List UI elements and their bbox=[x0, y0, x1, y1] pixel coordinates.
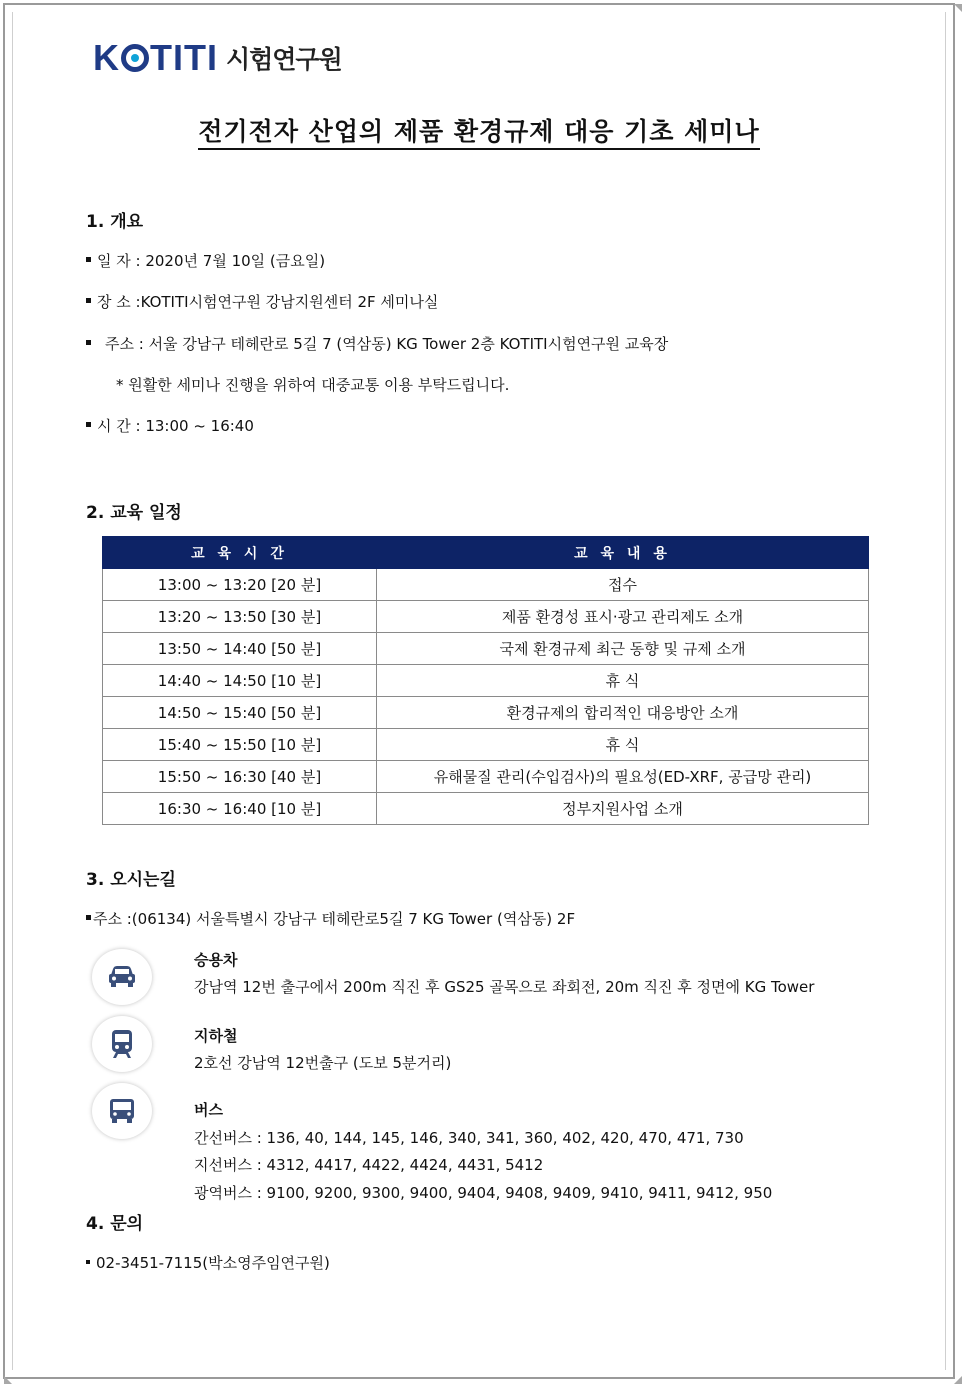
car-icon-badge bbox=[92, 949, 152, 1005]
bus-icon bbox=[108, 1098, 136, 1124]
bullet-icon bbox=[86, 915, 91, 920]
table-row bbox=[103, 633, 869, 665]
subway-icon bbox=[110, 1029, 134, 1059]
logo-brand-k: K bbox=[93, 37, 120, 78]
logo-o-icon bbox=[121, 44, 149, 72]
bus-branch-lines: 지선버스 : 4312, 4417, 4422, 4424, 4431, 5412 bbox=[194, 1156, 544, 1174]
table-row bbox=[103, 665, 869, 697]
subway-icon-badge bbox=[92, 1016, 152, 1072]
overview-address bbox=[86, 333, 668, 354]
section-4-heading: 4. 문의 bbox=[86, 1214, 144, 1234]
row-content: 휴 식 bbox=[377, 729, 869, 761]
section-3-heading: 3. 오시는길 bbox=[86, 870, 176, 890]
bus-title: 버스 bbox=[194, 1101, 223, 1119]
overview-date-text: 일 자 : 2020년 7월 10일 (금요일) bbox=[97, 252, 326, 270]
overview-time bbox=[86, 415, 254, 436]
overview-note: * 원활한 세미나 진행을 위하여 대중교통 이용 부탁드립니다. bbox=[116, 376, 510, 394]
table-row bbox=[103, 729, 869, 761]
table-row bbox=[103, 793, 869, 825]
car-directions: 강남역 12번 출구에서 200m 직진 후 GS25 골목으로 좌회전, 20m 직진 후 정면에 KG Tower bbox=[194, 978, 815, 996]
logo-subtitle: 시험연구원 bbox=[225, 45, 342, 74]
logo-brand bbox=[93, 37, 218, 79]
document-title bbox=[0, 112, 958, 148]
column-header-time: 교 육 시 간 bbox=[103, 537, 377, 569]
directions-address bbox=[86, 908, 575, 929]
section-1-heading: 1. 개요 bbox=[86, 212, 144, 232]
row-content: 유해물질 관리(수입검사)의 필요성(ED-XRF, 공급망 관리) bbox=[377, 761, 869, 793]
row-time: 13:00 ~ 13:20 [20 분] bbox=[103, 569, 377, 601]
table-row bbox=[103, 761, 869, 793]
row-time: 13:20 ~ 13:50 [30 분] bbox=[103, 601, 377, 633]
schedule-header-row bbox=[103, 537, 869, 569]
row-content: 환경규제의 합리적인 대응방안 소개 bbox=[377, 697, 869, 729]
overview-address-text: 주소 : 서울 강남구 테헤란로 5길 7 (역삼동) KG Tower 2층 KOTITI시험연구원 교육장 bbox=[105, 335, 669, 353]
row-content: 정부지원사업 소개 bbox=[377, 793, 869, 825]
overview-date bbox=[86, 250, 325, 271]
row-time: 13:50 ~ 14:40 [50 분] bbox=[103, 633, 377, 665]
subway-title: 지하철 bbox=[194, 1027, 238, 1045]
subway-directions: 2호선 강남역 12번출구 (도보 5분거리) bbox=[194, 1054, 452, 1072]
kotiti-logo bbox=[93, 38, 342, 78]
car-title: 승용차 bbox=[194, 951, 238, 969]
row-time: 15:40 ~ 15:50 [10 분] bbox=[103, 729, 377, 761]
column-header-content: 교 육 내 용 bbox=[377, 537, 869, 569]
bullet-icon bbox=[86, 1260, 90, 1264]
contact-phone: 02-3451-7115(박소영주임연구원) bbox=[96, 1254, 330, 1272]
directions-address-text: 주소 :(06134) 서울특별시 강남구 테헤란로5길 7 KG Tower (역삼동) 2F bbox=[93, 910, 576, 928]
row-content: 휴 식 bbox=[377, 665, 869, 697]
bus-trunk-lines: 간선버스 : 136, 40, 144, 145, 146, 340, 341, 360, 402, 420, 470, 471, 730 bbox=[194, 1129, 744, 1147]
row-time: 16:30 ~ 16:40 [10 분] bbox=[103, 793, 377, 825]
logo-brand-titi: TITI bbox=[150, 37, 218, 78]
bullet-icon bbox=[86, 298, 91, 303]
bullet-icon bbox=[86, 340, 91, 345]
corner-mark bbox=[954, 4, 962, 12]
row-time: 14:50 ~ 15:40 [50 분] bbox=[103, 697, 377, 729]
document-title-text: 전기전자 산업의 제품 환경규제 대응 기초 세미나 bbox=[198, 117, 759, 150]
bullet-icon bbox=[86, 422, 91, 427]
row-time: 15:50 ~ 16:30 [40 분] bbox=[103, 761, 377, 793]
section-2-heading: 2. 교육 일정 bbox=[86, 503, 182, 523]
overview-time-text: 시 간 : 13:00 ~ 16:40 bbox=[97, 417, 254, 435]
corner-mark bbox=[4, 1376, 12, 1384]
bullet-icon bbox=[86, 257, 91, 262]
row-content: 접수 bbox=[377, 569, 869, 601]
table-row bbox=[103, 697, 869, 729]
row-content: 국제 환경규제 최근 동향 및 규제 소개 bbox=[377, 633, 869, 665]
corner-mark bbox=[954, 1376, 962, 1384]
bus-icon-badge bbox=[92, 1083, 152, 1139]
schedule-table bbox=[102, 536, 869, 825]
overview-place-text: 장 소 :KOTITI시험연구원 강남지원센터 2F 세미나실 bbox=[97, 293, 439, 311]
overview-place bbox=[86, 291, 438, 312]
row-time: 14:40 ~ 14:50 [10 분] bbox=[103, 665, 377, 697]
table-row bbox=[103, 601, 869, 633]
row-content: 제품 환경성 표시·광고 관리제도 소개 bbox=[377, 601, 869, 633]
bus-wide-lines: 광역버스 : 9100, 9200, 9300, 9400, 9404, 9408, 9409, 9410, 9411, 9412, 950 bbox=[194, 1184, 773, 1202]
contact-info bbox=[86, 1252, 330, 1273]
car-icon bbox=[108, 965, 136, 989]
table-row bbox=[103, 569, 869, 601]
